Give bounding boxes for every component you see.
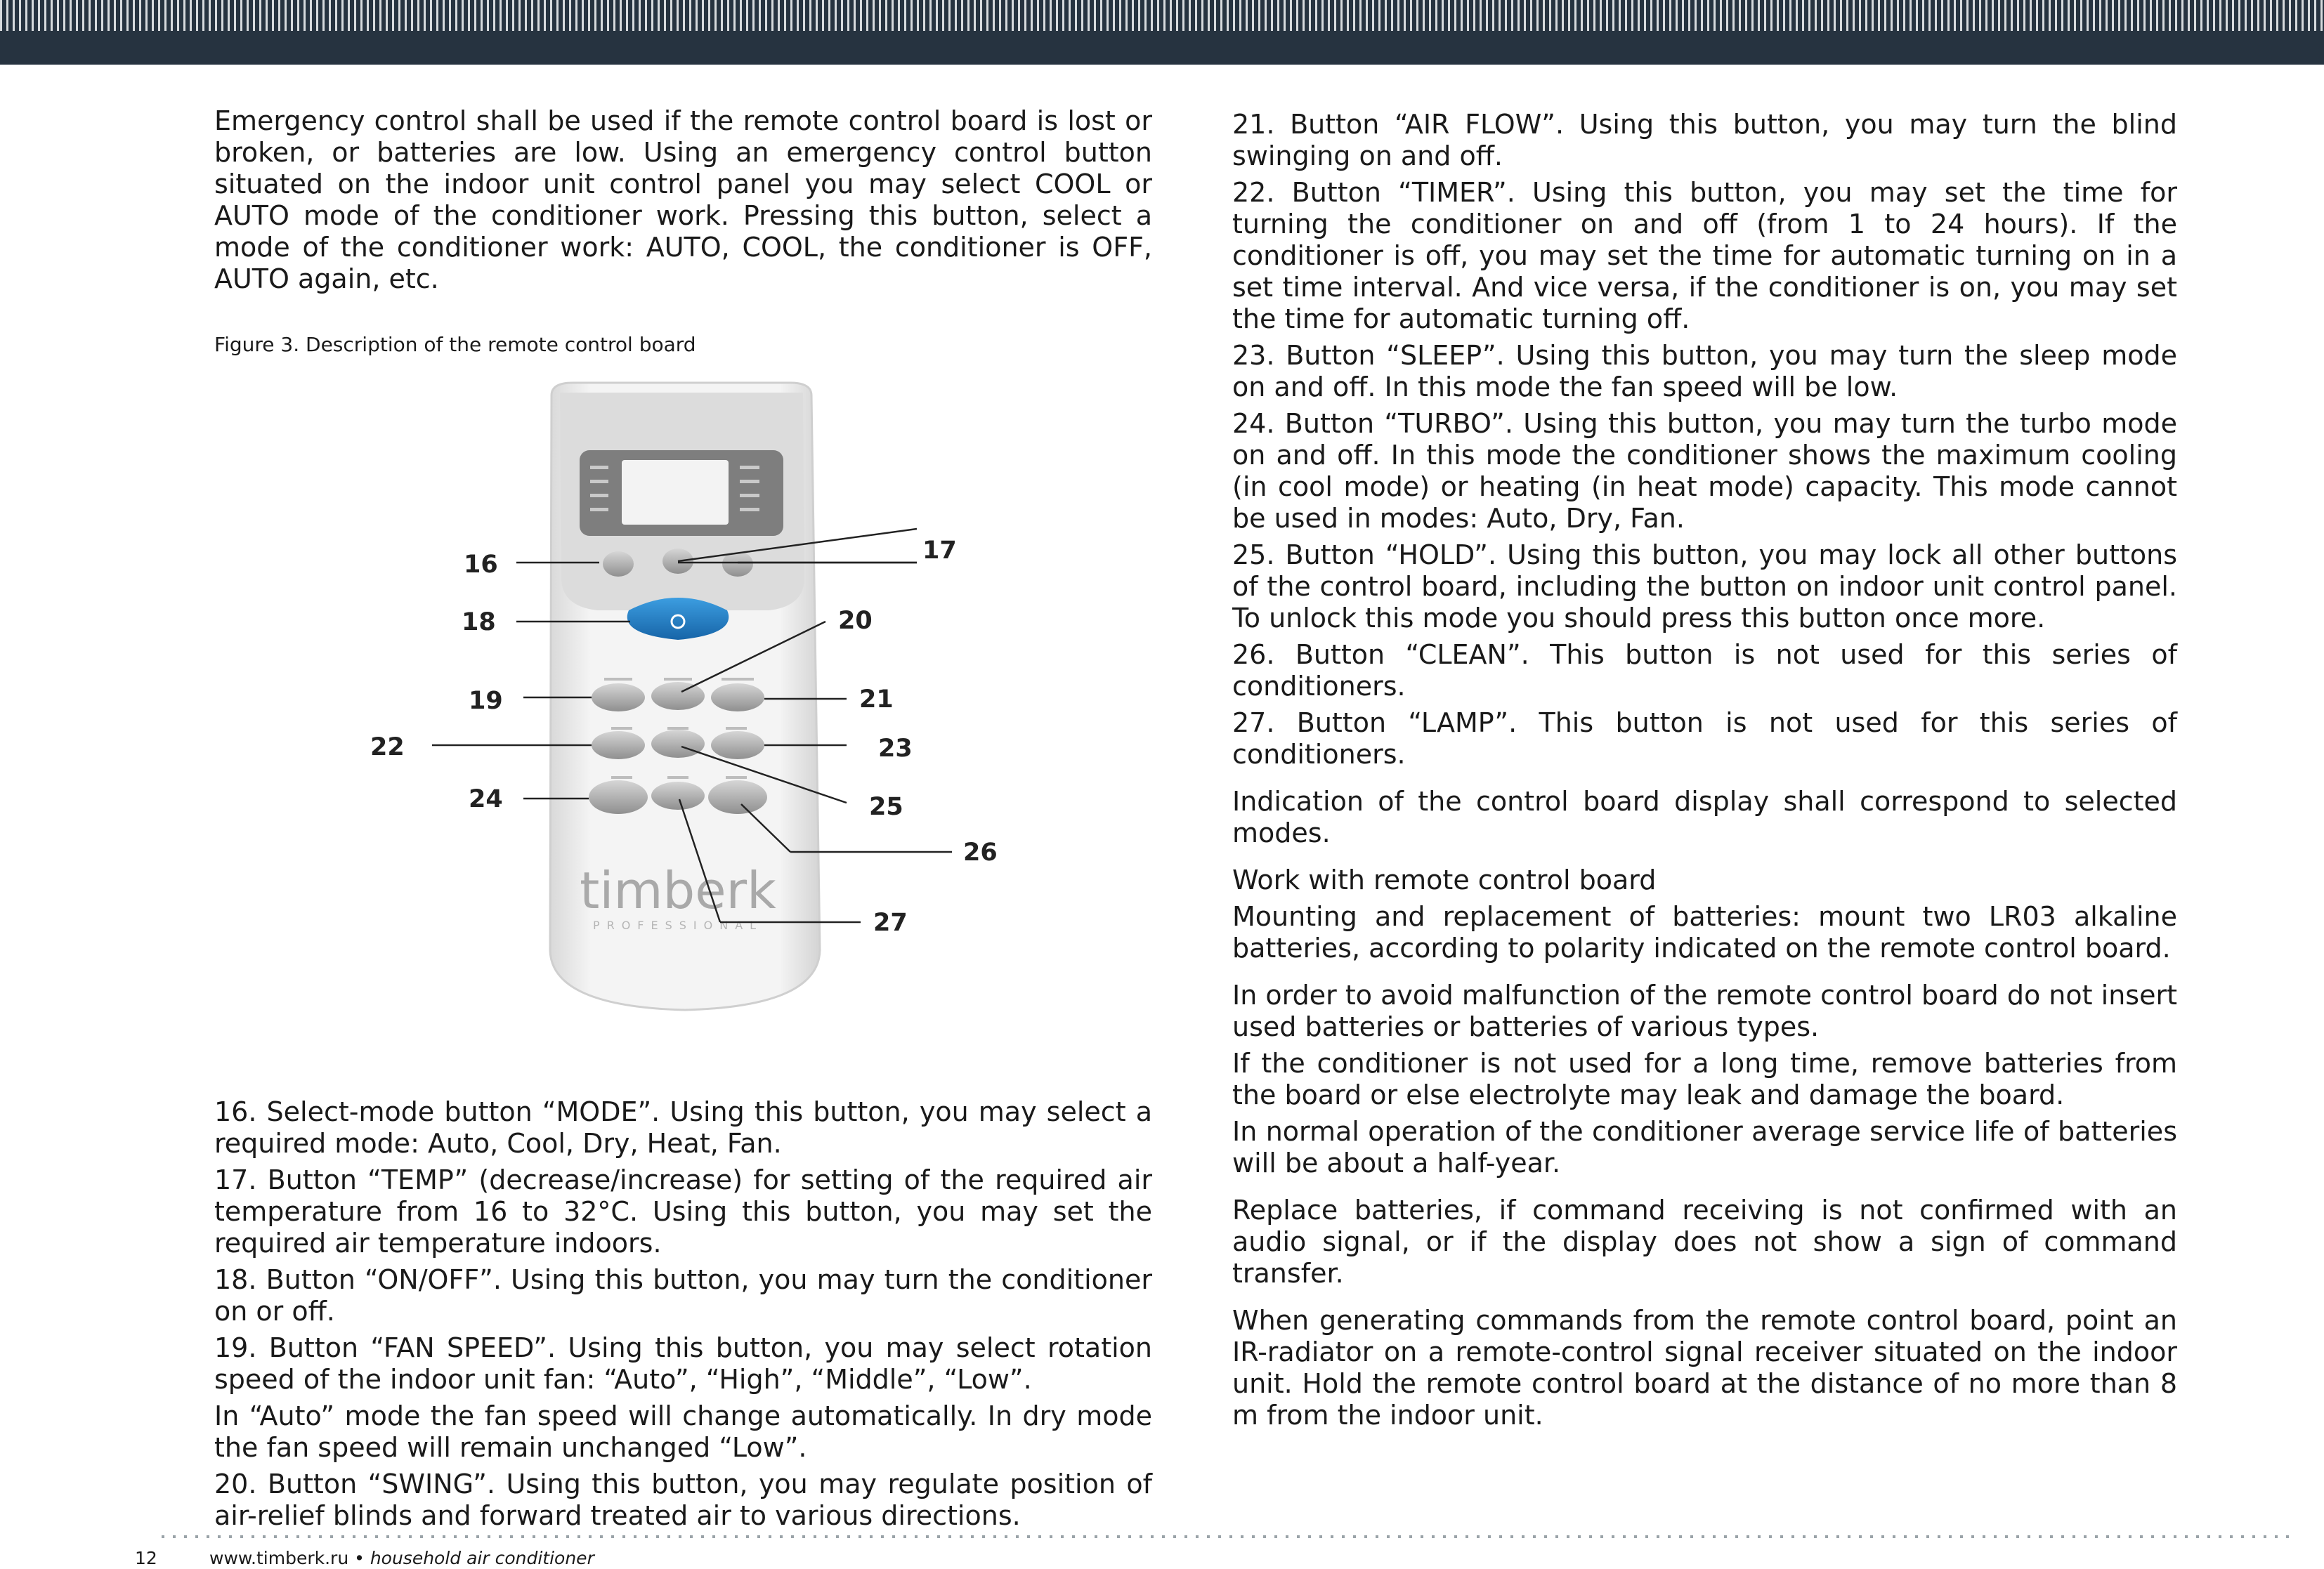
swing-button[interactable] bbox=[651, 682, 705, 710]
callout-24: 24 bbox=[469, 785, 503, 813]
fan-speed-button[interactable] bbox=[592, 683, 645, 711]
remote-control-figure bbox=[214, 374, 1152, 1084]
callout-23: 23 bbox=[878, 735, 913, 763]
brand-subtitle: PROFESSIONAL bbox=[592, 919, 764, 932]
item-16: 16. Select-mode button “MODE”. Using this button, you may select a required mode: Auto, Cool, Dry, Heat, Fan. bbox=[214, 1096, 1152, 1159]
air-flow-button[interactable] bbox=[711, 683, 764, 711]
work-ir-radiator: When generating commands from the remote control board, point an IR-radiator on a remote-control signal receiver situated on the indoor unit. Hold the remote control board at the distance of no more than 8 m from the indoor unit. bbox=[1232, 1305, 2177, 1431]
hold-button[interactable] bbox=[651, 730, 705, 758]
work-malfunction: In order to avoid malfunction of the remote control board do not insert used batteries or batteries of various types. bbox=[1232, 980, 2177, 1042]
header-bar bbox=[0, 0, 2324, 65]
lamp-button[interactable] bbox=[651, 782, 705, 810]
timer-button[interactable] bbox=[592, 731, 645, 759]
work-batteries: Mounting and replacement of batteries: mount two LR03 alkaline batteries, according to polarity indicated on the remote control board. bbox=[1232, 901, 2177, 964]
callout-26: 26 bbox=[963, 839, 998, 867]
indication-paragraph: Indication of the control board display shall correspond to selected modes. bbox=[1232, 786, 2177, 848]
remote-display-screen bbox=[622, 460, 729, 525]
footer-subtitle: household air conditioner bbox=[370, 1548, 594, 1568]
clean-button[interactable] bbox=[708, 780, 767, 814]
item-26: 26. Button “CLEAN”. This button is not used for this series of conditioners. bbox=[1232, 639, 2177, 702]
item-27: 27. Button “LAMP”. This button is not used for this series of conditioners. bbox=[1232, 707, 2177, 770]
work-replace: Replace batteries, if command receiving is not confirmed with an audio signal, or if the display does not show a sign of command transfer. bbox=[1232, 1195, 2177, 1289]
left-column bbox=[214, 105, 1152, 1537]
callout-21: 21 bbox=[859, 685, 894, 714]
footer-divider bbox=[162, 1535, 2297, 1538]
callout-27: 27 bbox=[873, 909, 908, 937]
brand-logo: timberk bbox=[580, 861, 776, 920]
item-23: 23. Button “SLEEP”. Using this button, you may turn the sleep mode on and off. In this mode the fan speed will be low. bbox=[1232, 340, 2177, 402]
item-25: 25. Button “HOLD”. Using this button, you may lock all other buttons of the control board, including the button on indoor unit control panel. To unlock this mode you should press this button once more. bbox=[1232, 539, 2177, 633]
item-19: 19. Button “FAN SPEED”. Using this button, you may select rotation speed of the indoor unit fan: “Auto”, “High”, “Middle”, “Low”. bbox=[214, 1332, 1152, 1395]
work-heading: Work with remote control board bbox=[1232, 865, 1657, 895]
remote-control-illustration bbox=[214, 374, 1152, 1084]
callout-25: 25 bbox=[869, 793, 903, 821]
item-17: 17. Button “TEMP” (decrease/increase) for setting of the required air temperature from 16 to 32°C. Using this button, you may set the required air temperature indoors. bbox=[214, 1164, 1152, 1259]
callout-18: 18 bbox=[462, 608, 496, 636]
footer-separator: • bbox=[348, 1548, 370, 1568]
footer-url[interactable]: www.timberk.ru bbox=[209, 1548, 349, 1568]
item-19-note: In “Auto” mode the fan speed will change automatically. In dry mode the fan speed will remain unchanged “Low”. bbox=[214, 1400, 1152, 1463]
mode-button[interactable] bbox=[603, 551, 634, 577]
button-grid bbox=[589, 678, 767, 814]
item-22: 22. Button “TIMER”. Using this button, you may set the time for turning the conditioner on and off (from 1 to 24 hours). If the conditioner is off, you may set the time for automatic turning on in a set time interval. And vice versa, if the conditioner is on, you may set the time for automatic turning off. bbox=[1232, 177, 2177, 334]
figure-caption: Figure 3. Description of the remote control board bbox=[214, 333, 696, 356]
sleep-button[interactable] bbox=[711, 731, 764, 759]
callout-22: 22 bbox=[370, 733, 405, 761]
page-number: 12 bbox=[135, 1548, 157, 1568]
work-long-time: If the conditioner is not used for a long time, remove batteries from the board or else electrolyte may leak and damage the board. bbox=[1232, 1048, 2177, 1110]
item-20: 20. Button “SWING”. Using this button, you may regulate position of air-relief blinds and forward treated air to various directions. bbox=[214, 1469, 1152, 1531]
header-stripes bbox=[0, 0, 2324, 31]
callout-16: 16 bbox=[464, 551, 498, 579]
callout-17: 17 bbox=[922, 537, 957, 565]
callout-20: 20 bbox=[838, 607, 873, 635]
right-column bbox=[1232, 109, 2177, 1436]
item-24: 24. Button “TURBO”. Using this button, you may turn the turbo mode on and off. In this mode the conditioner shows the maximum cooling (in cool mode) or heating (in heat mode) capacity. This mode cannot be used in modes: Auto, Dry, Fan. bbox=[1232, 408, 2177, 534]
item-18: 18. Button “ON/OFF”. Using this button, you may turn the conditioner on or off. bbox=[214, 1264, 1152, 1327]
item-21: 21. Button “AIR FLOW”. Using this button, you may turn the blind swinging on and off. bbox=[1232, 109, 2177, 171]
work-service-life: In normal operation of the conditioner average service life of batteries will be about a half-year. bbox=[1232, 1116, 2177, 1179]
emergency-control-paragraph: Emergency control shall be used if the remote control board is lost or broken, or batteries are low. Using an emergency control button situated on the indoor unit control panel you may select COOL or AUTO mode of the conditioner work. Pressing this button, select a mode of the conditioner work: AUTO, COOL, the conditioner is OFF, AUTO again, etc. bbox=[214, 105, 1152, 294]
callout-19: 19 bbox=[469, 687, 503, 715]
turbo-button[interactable] bbox=[589, 780, 648, 814]
